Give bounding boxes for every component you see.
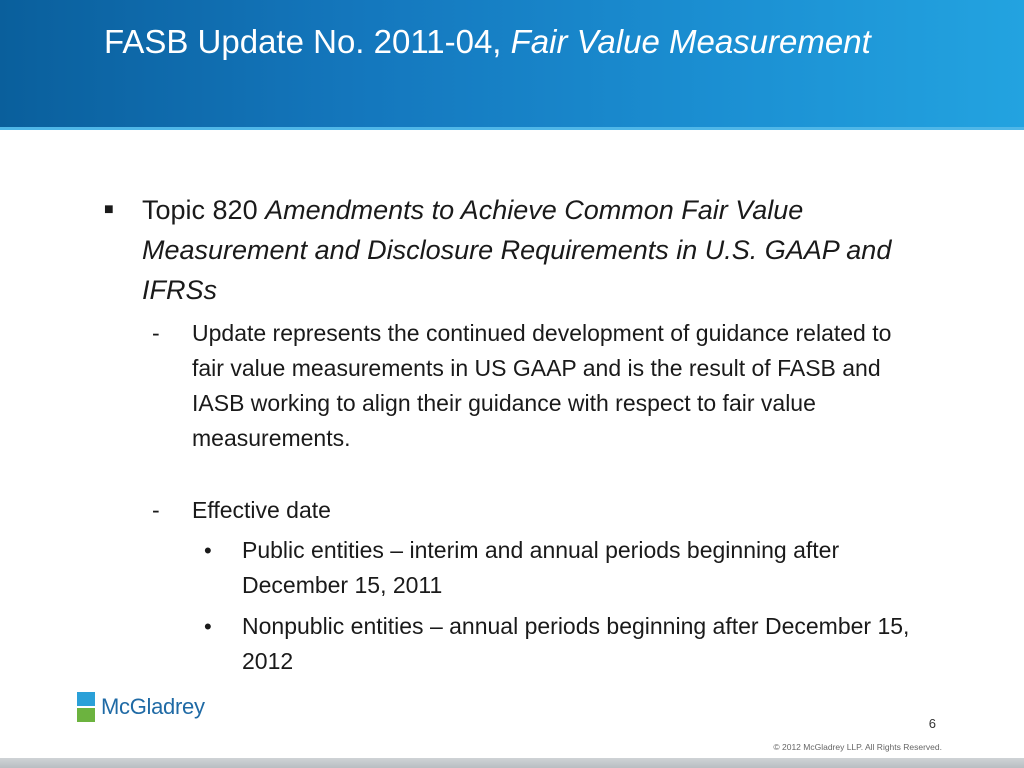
title-italic: Fair Value Measurement xyxy=(510,23,871,60)
point-update-text: Update represents the continued development of guidance related to fair value measurements in US GAAP and is the result of FASB and IASB working to align their guidance with respect to fair value measurements. xyxy=(192,320,892,451)
page-number: 6 xyxy=(928,716,936,731)
mcgladrey-logo xyxy=(77,690,205,724)
dash-bullet-icon: - xyxy=(152,320,160,346)
topic-bullet xyxy=(104,190,924,310)
title-plain: FASB Update No. 2011-04, xyxy=(104,23,511,60)
point-effective-date xyxy=(152,493,922,528)
point-update xyxy=(152,316,922,456)
logo-mark-icon xyxy=(77,692,95,722)
slide-title xyxy=(104,22,924,62)
slide-header xyxy=(0,0,1024,130)
topic-lead: Topic 820 xyxy=(142,195,266,225)
subpoint-nonpublic-text: Nonpublic entities – annual periods beginning after December 15, 2012 xyxy=(242,613,910,674)
topic-italic: Amendments to Achieve Common Fair Value Measurement and Disclosure Requirements in U.S. GAAP and IFRSs xyxy=(142,195,892,305)
square-bullet-icon: ■ xyxy=(104,201,114,218)
point-effective-date-text: Effective date xyxy=(192,497,331,523)
copyright-text: © 2012 McGladrey LLP. All Rights Reserved. xyxy=(773,742,942,752)
topic-text xyxy=(142,190,924,310)
dash-bullet-icon: - xyxy=(152,497,160,523)
dot-bullet-icon: • xyxy=(204,538,212,563)
subpoint-public-text: Public entities – interim and annual periods beginning after December 15, 2011 xyxy=(242,537,840,598)
footer-bar xyxy=(0,758,1024,768)
subpoint-public xyxy=(200,533,920,603)
logo-text: McGladrey xyxy=(101,694,205,719)
dot-bullet-icon: • xyxy=(204,614,212,639)
subpoint-nonpublic xyxy=(200,609,920,679)
